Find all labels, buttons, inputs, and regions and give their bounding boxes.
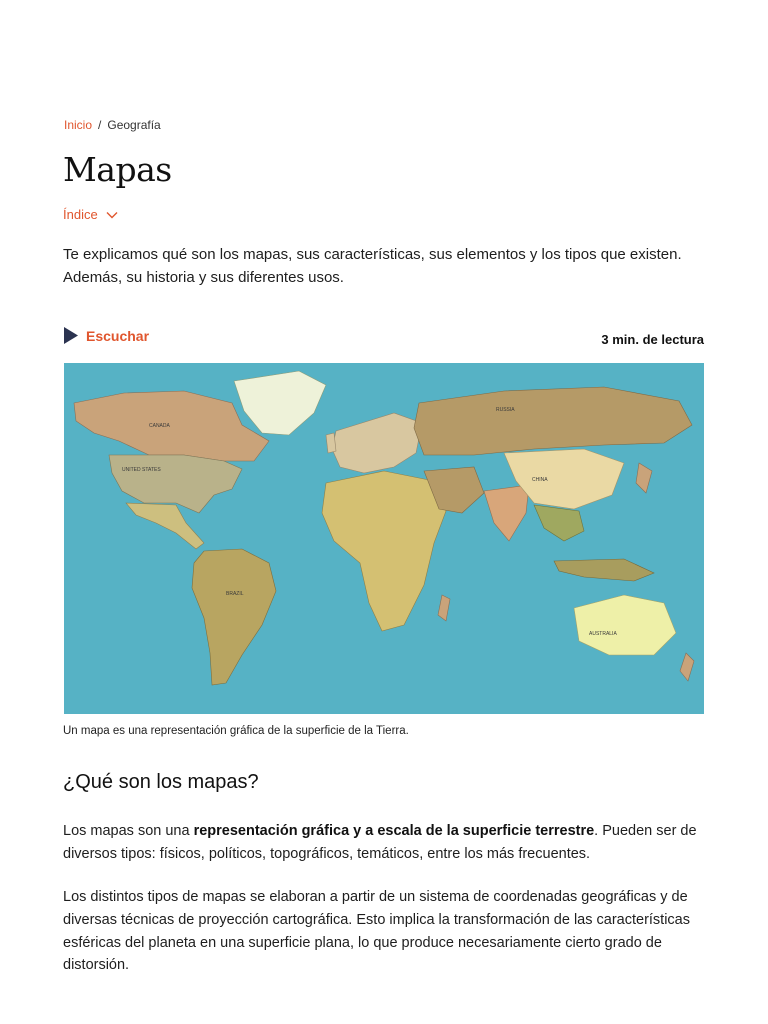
map-label-usa: UNITED STATES [122,467,161,473]
world-map-illustration [64,363,704,714]
breadcrumb [64,118,161,132]
index-toggle-label: Índice [63,207,98,222]
play-icon [64,327,78,344]
chevron-down-icon [106,211,118,219]
section-paragraph-2: Los distintos tipos de mapas se elaboran a partir de un sistema de coordenadas geográficas y de diversas técnicas de proyección cartográfica. Esto implica la transformación de las características esféricas del planeta en una superficie plana, lo que produce necesariamente cierto grado de distorsión. [63,889,690,974]
index-toggle[interactable] [63,207,118,222]
breadcrumb-current: Geografía [107,118,161,132]
p1-text-before: Los mapas son una [63,823,194,839]
read-time: 3 min. de lectura [601,332,704,347]
map-label-russia: RUSSIA [496,407,515,413]
map-label-brazil: BRAZIL [226,591,244,597]
section-heading: ¿Qué son los mapas? [63,771,259,793]
figure-caption: Un mapa es una representación gráfica de la superficie de la Tierra. [63,725,409,737]
section-paragraph-1 [63,820,708,866]
map-label-china: CHINA [532,477,548,483]
page-title: Mapas [63,150,172,189]
map-label-canada: CANADA [149,423,170,429]
p1-text-after: . Pueden ser de diversos tipos: físicos, políticos, topográficos, temáticos, entre los más frecuentes. [63,823,697,862]
breadcrumb-separator: / [98,118,102,132]
listen-button[interactable] [64,327,149,344]
p1-bold-text: representación gráfica y a escala de la superficie terrestre [193,823,595,839]
world-map-image [64,363,704,714]
listen-label: Escuchar [86,327,150,344]
lead-paragraph: Te explicamos qué son los mapas, sus características, sus elementos y los tipos que existen. Además, su historia y sus diferentes usos. [63,246,682,286]
breadcrumb-home-link[interactable]: Inicio [64,118,93,132]
map-label-australia: AUSTRALIA [589,631,617,637]
